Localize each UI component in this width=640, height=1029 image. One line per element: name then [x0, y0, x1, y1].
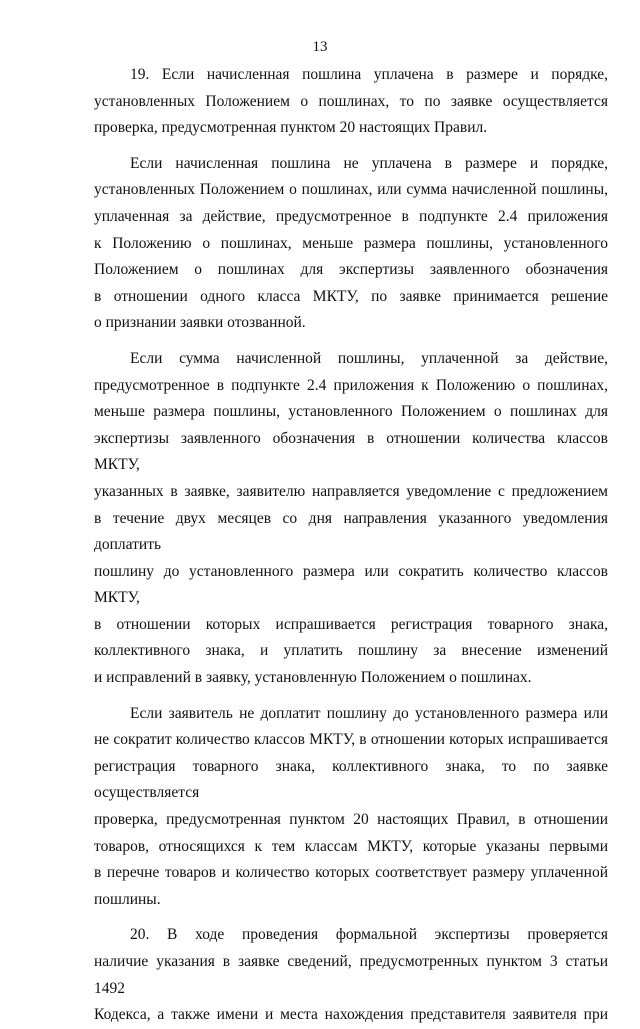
text-line: предусмотренное в подпункте 2.4 приложения к Положению о пошлинах, — [94, 376, 608, 394]
text-line: регистрация товарного знака, коллективного знака, то по заявке осуществляется — [94, 757, 608, 802]
paragraph-unpaid-fee — [94, 151, 608, 337]
paragraph-no-payment — [94, 701, 608, 914]
text-line: в течение двух месяцев со дня направления указанного уведомления доплатить — [94, 509, 608, 554]
text-line: указанных в заявке, заявителю направляется уведомление с предложением — [94, 482, 608, 500]
text-line: в отношении одного класса МКТУ, по заявке принимается решение — [94, 287, 608, 305]
text-line: товаров, относящихся к тем классам МКТУ, которые указаны первыми — [94, 837, 608, 855]
text-line: и исправлений в заявку, установленную Положением о пошлинах. — [94, 669, 532, 687]
text-line: Если начисленная пошлина не уплачена в размере и порядке, — [130, 154, 608, 172]
paragraph-20 — [94, 922, 608, 1028]
text-line: уплаченная за действие, предусмотренное в подпункте 2.4 приложения — [94, 207, 608, 225]
text-line: пошлины. — [94, 890, 161, 908]
text-line: Кодекса, а также имени и места нахождения представителя заявителя при — [94, 1006, 608, 1024]
text-line: в перечне товаров и количество которых соответствует размеру уплаченной — [94, 864, 608, 882]
paragraph-insufficient-fee — [94, 346, 608, 692]
text-line: 20. В ходе проведения формальной экспертизы проверяется — [130, 926, 608, 944]
text-line: установленных Положением о пошлинах, или сумма начисленной пошлины, — [94, 181, 608, 199]
text-line: меньше размера пошлины, установленного Положением о пошлинах для — [94, 403, 608, 421]
text-line: в отношении которых испрашивается регистрация товарного знака, — [94, 615, 608, 633]
text-line: о признании заявки отозванной. — [94, 314, 306, 332]
text-line: коллективного знака, и уплатить пошлину за внесение изменений — [94, 642, 608, 660]
text-line: Положением о пошлинах для экспертизы заявленного обозначения — [94, 261, 608, 279]
text-line: наличие указания в заявке сведений, предусмотренных пунктом 3 статьи 1492 — [94, 953, 608, 997]
text-line: проверка, предусмотренная пунктом 20 настоящих Правил, в отношении — [94, 811, 608, 829]
text-line: установленных Положением о пошлинах, то по заявке осуществляется — [94, 92, 608, 110]
text-line: проверка, предусмотренная пунктом 20 настоящих Правил. — [94, 119, 488, 137]
text-line: к Положению о пошлинах, меньше размера пошлины, установленного — [94, 234, 608, 252]
text-line: Если сумма начисленной пошлины, уплаченной за действие, — [130, 349, 608, 367]
text-line: не сократит количество классов МКТУ, в отношении которых испрашивается — [94, 731, 608, 749]
paragraph-19 — [94, 62, 608, 142]
document-body — [94, 62, 608, 1029]
text-line: пошлину до установленного размера или сократить количество классов МКТУ, — [94, 562, 608, 607]
page-number: 13 — [312, 39, 328, 55]
text-line: Если заявитель не доплатит пошлину до установленного размера или — [130, 704, 608, 722]
text-line: экспертизы заявленного обозначения в отношении количества классов МКТУ, — [94, 429, 608, 474]
text-line: 19. Если начисленная пошлина уплачена в размере и порядке, — [130, 66, 608, 83]
